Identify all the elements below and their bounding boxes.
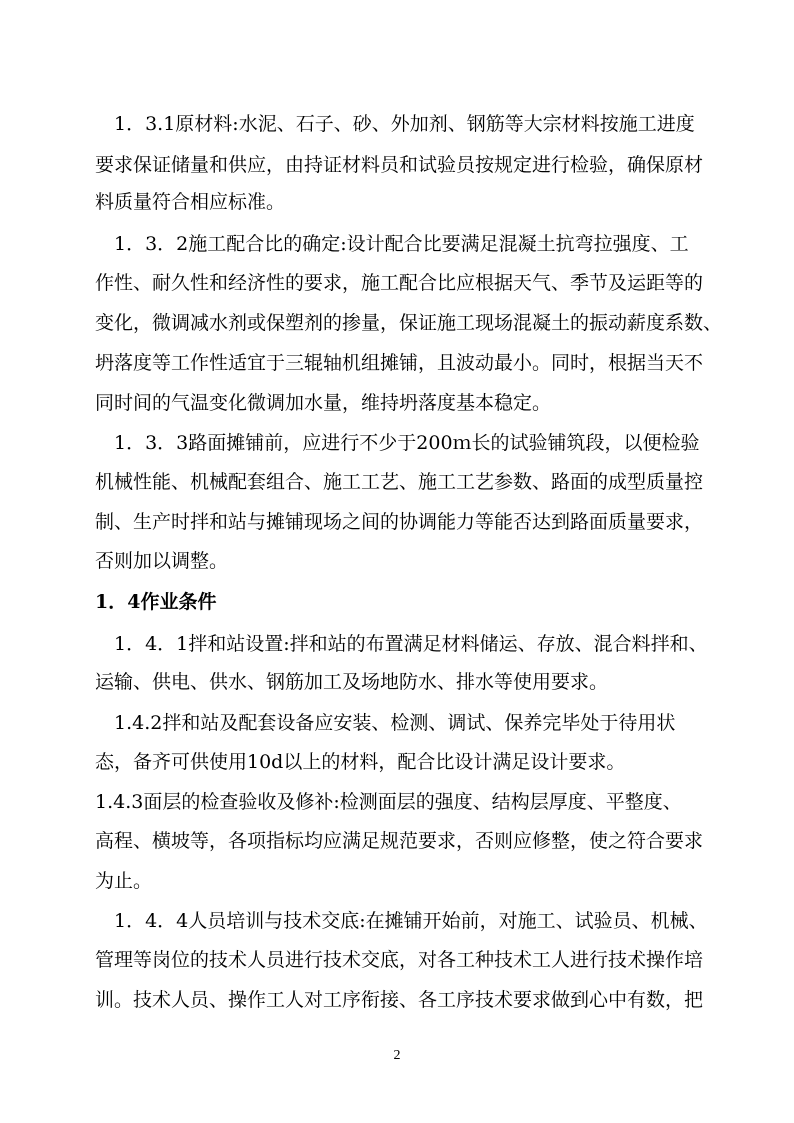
text-line: 制、生产时拌和站与摊铺现场之间的协调能力等能否达到路面质量要求， [95, 511, 704, 533]
text-line: 1．4．4人员培训与技术交底:在摊铺开始前，对施工、试验员、机械、 [95, 910, 708, 932]
text-line: 料质量符合相应标准。 [95, 191, 286, 213]
text-line: 作性、耐久性和经济性的要求，施工配合比应根据天气、季节及运距等的 [95, 272, 704, 294]
text-line: 1．3．3路面摊铺前，应进行不少于200ｍ长的试验铺筑段，以便检验 [95, 432, 700, 454]
text-line: 要求保证储量和供应，由持证材料员和试验员按规定进行检验，确保原材 [95, 154, 704, 176]
text-line: 高程、横坡等，各项指标均应满足规范要求，否则应修整，使之符合要求 [95, 830, 704, 852]
text-line: 训。技术人员、操作工人对工序衔接、各工序技术要求做到心中有数，把 [95, 989, 704, 1011]
text-line: 管理等岗位的技术人员进行技术交底，对各工种技术工人进行技术操作培 [95, 949, 704, 971]
text-line: 1．4．1拌和站设置:拌和站的布置满足材料储运、存放、混合料拌和、 [95, 633, 708, 655]
text-line: 运输、供电、供水、钢筋加工及场地防水、排水等使用要求。 [95, 671, 609, 693]
section-heading: 1．4作业条件 [95, 591, 217, 613]
text-line: 否则加以调整。 [95, 550, 229, 572]
text-line: 1.4.2拌和站及配套设备应安装、检测、调试、保养完毕处于待用状 [95, 712, 676, 734]
page-number: 2 [393, 1048, 401, 1063]
text-line: 同时间的气温变化微调加水量，维持坍落度基本稳定。 [95, 392, 552, 414]
text-line: 态，备齐可供使用10d以上的材料，配合比设计满足设计要求。 [95, 751, 626, 773]
text-line: 坍落度等工作性适宜于三辊轴机组摊铺，且波动最小。同时，根据当天不 [95, 352, 704, 374]
text-line: 1．3.1原材料:水泥、石子、砂、外加剂、钢筋等大宗材料按施工进度 [95, 113, 695, 135]
text-line: 变化，微调减水剂或保塑剂的掺量，保证施工现场混凝土的振动薪度系数、 [95, 312, 723, 334]
text-line: 为止。 [95, 870, 153, 892]
text-line: 1．3．2施工配合比的确定:设计配合比要满足混凝土抗弯拉强度、工 [95, 233, 689, 255]
text-line: 机械性能、机械配套组合、施工工艺、施工工艺参数、路面的成型质量控 [95, 471, 704, 493]
text-line: 1.4.3面层的检查验收及修补:检测面层的强度、结构层厚度、平整度、 [95, 791, 682, 813]
